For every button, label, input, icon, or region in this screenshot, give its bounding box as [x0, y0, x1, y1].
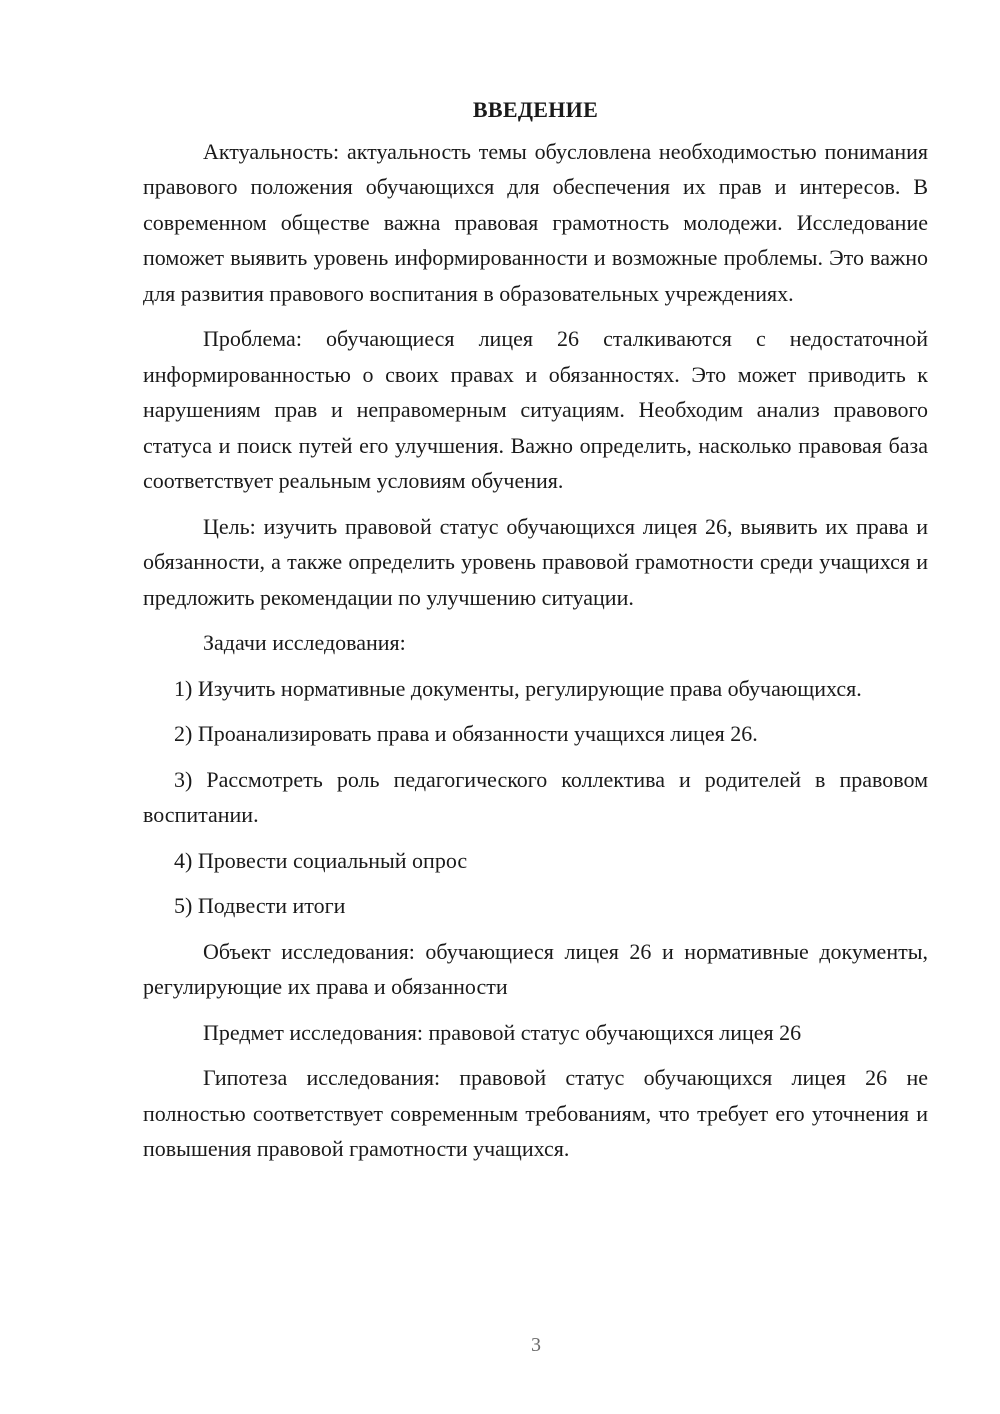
tasks-list	[143, 671, 928, 924]
page-title: ВВЕДЕНИЕ	[472, 97, 599, 122]
paragraph-hypothesis: Гипотеза исследования: правовой статус обучающихся лицея 26 не полностью соответствует современным требованиям, что требует его уточнения и повышения правовой грамотности учащихся.	[143, 1065, 928, 1161]
list-item: 3) Рассмотреть роль педагогического коллектива и родителей в правовом воспитании.	[143, 766, 928, 827]
list-item: 2) Проанализировать права и обязанности учащихся лицея 26.	[174, 721, 758, 746]
document-page	[143, 92, 928, 1177]
paragraph-problem: Проблема: обучающиеся лицея 26 сталкиваются с недостаточной информированностью о своих правах и обязанностях. Это может приводить к нарушениям прав и неправомерным ситуациям. Необходим анализ правового статуса и поиск путей его улучшения. Важно определить, насколько правовая база соответствует реальным условиям обучения.	[143, 326, 928, 493]
page-number: 3	[531, 1334, 541, 1356]
paragraph-goal: Цель: изучить правовой статус обучающихся лицея 26, выявить их права и обязанности, а также определить уровень правовой грамотности среди учащихся и предложить рекомендации по улучшению ситуации.	[143, 513, 928, 610]
paragraph-relevance: Актуальность: актуальность темы обусловлена необходимостью понимания правового положения обучающихся для обеспечения их прав и интересов. В современном обществе важна правовая грамотность молодежи. Исследование поможет выявить уровень информированности и возможные проблемы. Это важно для развития правового воспитания в образовательных учреждениях.	[143, 138, 928, 306]
list-item: 4) Провести социальный опрос	[174, 847, 468, 873]
tasks-heading: Задачи исследования:	[203, 630, 406, 655]
list-item: 5) Подвести итоги	[174, 893, 346, 918]
list-item: 1) Изучить нормативные документы, регулирующие права обучающихся.	[174, 675, 862, 701]
paragraph-object: Объект исследования: обучающиеся лицея 26 и нормативные документы, регулирующие их права и обязанности	[143, 938, 928, 999]
paragraph-subject: Предмет исследования: правовой статус обучающихся лицея 26	[203, 1019, 802, 1045]
